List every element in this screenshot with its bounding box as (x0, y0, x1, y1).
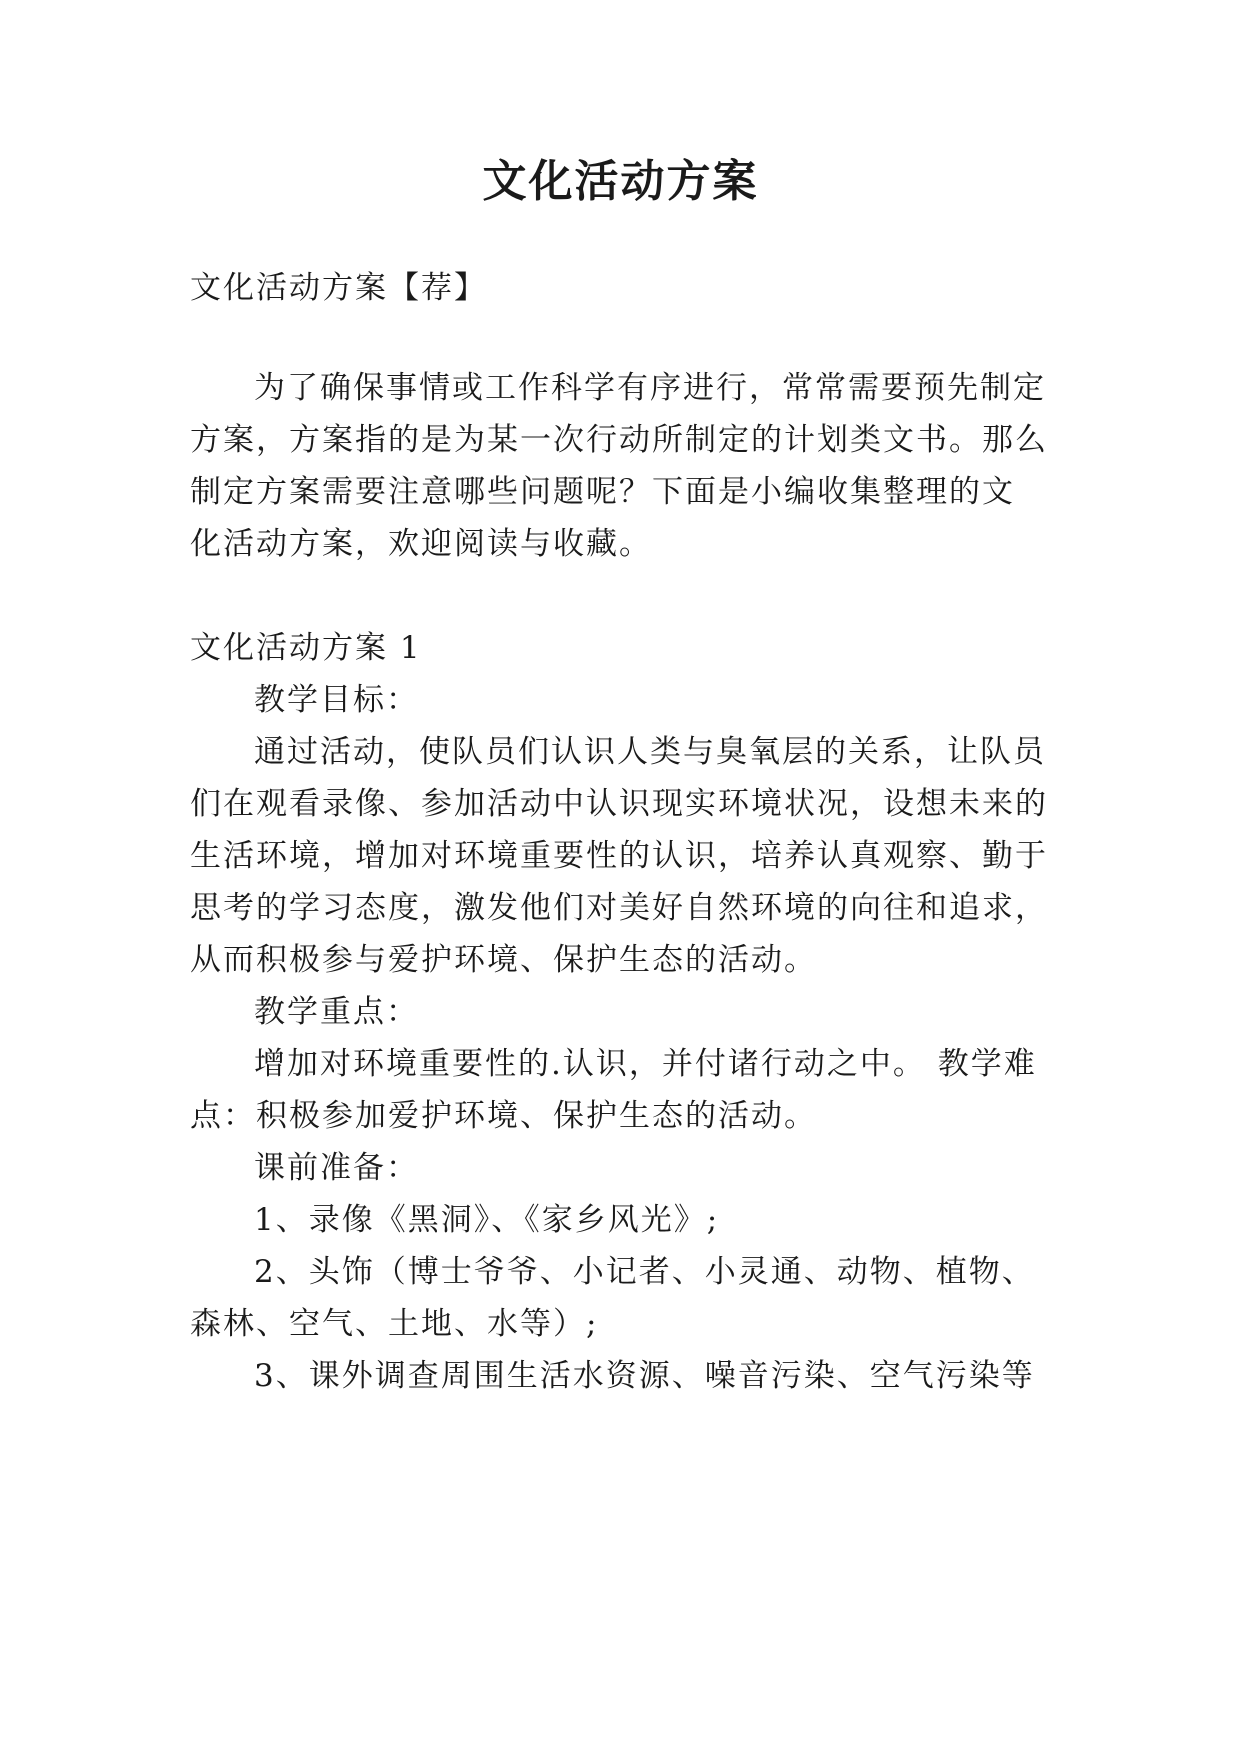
goal-line-4: 思考的学习态度，激发他们对美好自然环境的向往和追求， (190, 890, 1048, 926)
section-heading: 文化活动方案 1 (190, 630, 422, 666)
goal-line-3: 生活环境，增加对环境重要性的认识，培养认真观察、勤于 (190, 838, 1048, 874)
goal-line-5: 从而积极参与爱护环境、保护生态的活动。 (190, 942, 817, 978)
prep-item-1: 1、录像《黑洞》、《家乡风光》; (254, 1202, 720, 1238)
document-title: 文化活动方案 (482, 156, 759, 207)
intro-line-3: 制定方案需要注意哪些问题呢？下面是小编收集整理的文 (190, 474, 1015, 510)
prep-label: 课前准备： (254, 1150, 419, 1186)
prep-item-2-line-1: 2、头饰（博士爷爷、小记者、小灵通、动物、植物、 (254, 1254, 1035, 1290)
focus-line-1: 增加对环境重要性的.认识，并付诸行动之中。 教学难 (254, 1046, 1037, 1082)
goal-line-2: 们在观看录像、参加活动中认识现实环境状况，设想未来的 (190, 786, 1048, 822)
document-subtitle: 文化活动方案【荐】 (190, 270, 487, 306)
teaching-focus-label: 教学重点： (254, 994, 419, 1030)
prep-item-3: 3、课外调查周围生活水资源、噪音污染、空气污染等 (254, 1358, 1035, 1394)
intro-line-1: 为了确保事情或工作科学有序进行，常常需要预先制定 (254, 370, 1046, 406)
goal-line-1: 通过活动，使队员们认识人类与臭氧层的关系，让队员 (254, 734, 1046, 770)
intro-line-2: 方案，方案指的是为某一次行动所制定的计划类文书。那么 (190, 422, 1048, 458)
prep-item-2-line-2: 森林、空气、土地、水等）; (190, 1306, 599, 1342)
intro-line-4: 化活动方案，欢迎阅读与收藏。 (190, 526, 652, 562)
teaching-goal-label: 教学目标： (254, 682, 419, 718)
focus-line-2: 点：积极参加爱护环境、保护生态的活动。 (190, 1098, 817, 1134)
